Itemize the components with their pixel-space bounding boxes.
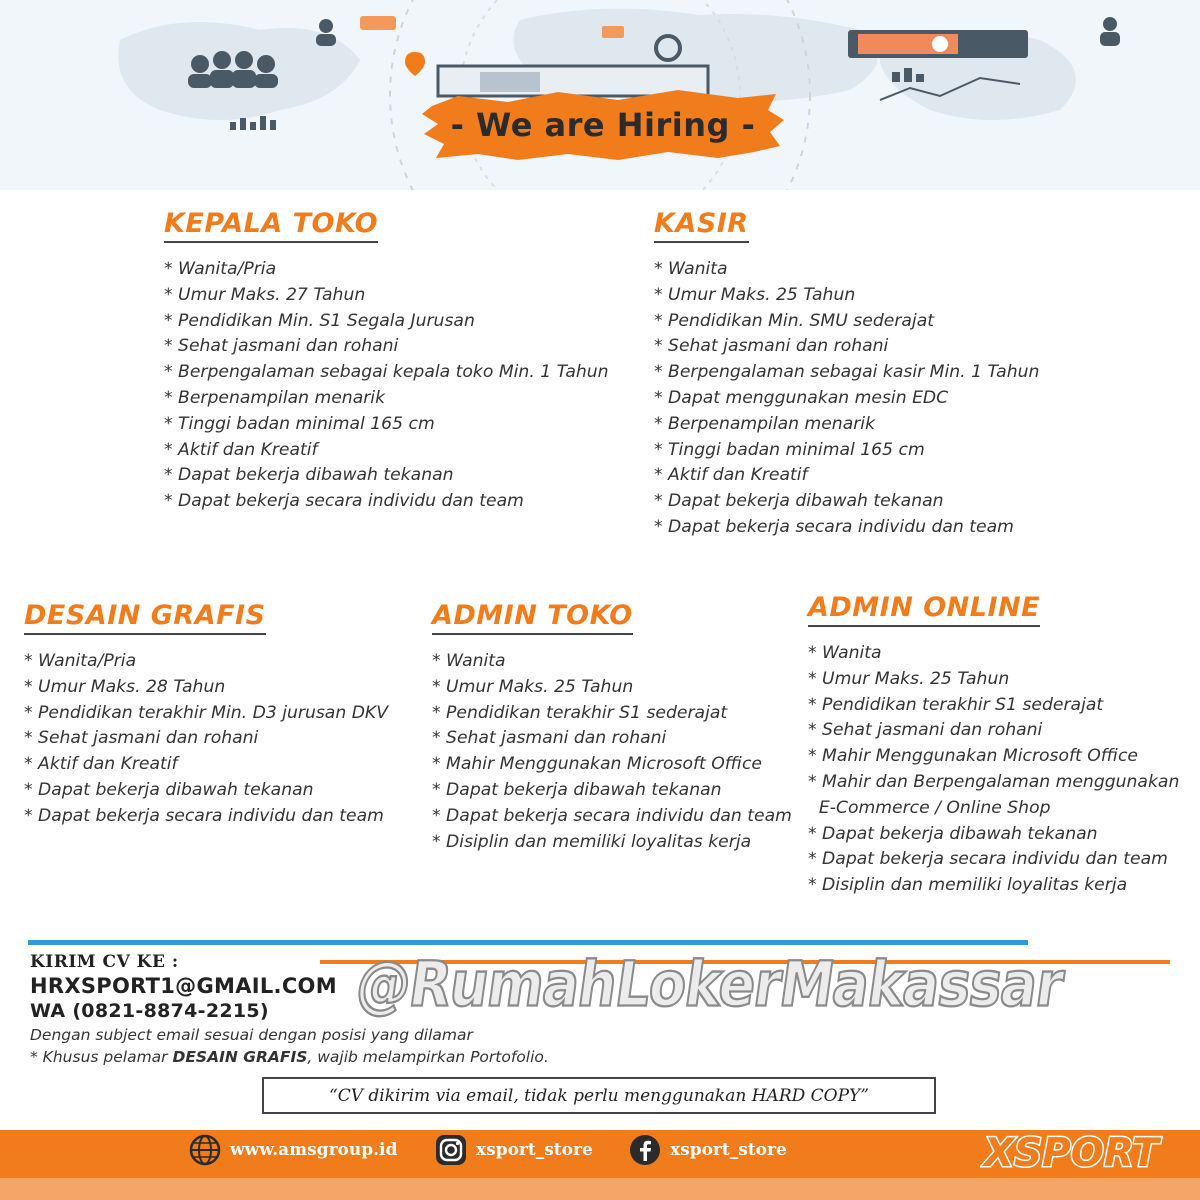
job-kepala-toko [164, 208, 609, 515]
requirement-item: * Tinggi badan minimal 165 cm [654, 439, 925, 460]
footer-facebook[interactable] [628, 1133, 787, 1167]
hard-copy-notice-text: “CV dikirim via email, tidak perlu menggunakan HARD COPY” [329, 1085, 869, 1106]
email-address[interactable]: HRXSPORT1@GMAIL.COM [30, 974, 337, 998]
job-title: KEPALA TOKO [164, 208, 378, 243]
contact-info [30, 952, 549, 1066]
job-title: ADMIN TOKO [432, 600, 633, 635]
footer-website[interactable] [188, 1133, 397, 1167]
requirement-item: * Disiplin dan memiliki loyalitas kerja [432, 831, 752, 852]
requirement-item: * Umur Maks. 28 Tahun [24, 676, 226, 697]
requirement-item: * Wanita [432, 651, 506, 671]
requirement-item: * Pendidikan Min. SMU sederajat [654, 310, 934, 331]
job-kasir [654, 208, 1039, 541]
footer-instagram[interactable] [434, 1133, 593, 1167]
requirement-item: * Sehat jasmani dan rohani [24, 728, 259, 749]
requirement-item: * Pendidikan terakhir Min. D3 jurusan DKV [24, 702, 388, 723]
portfolio-note-prefix: * Khusus pelamar [30, 1048, 173, 1066]
requirements-list [432, 649, 792, 855]
hard-copy-notice [262, 1077, 936, 1114]
requirement-item: * Dapat bekerja secara individu dan team [164, 491, 524, 512]
requirements-list [654, 257, 1039, 541]
requirement-item: * Berpenampilan menarik [654, 413, 876, 434]
requirement-item: * Wanita [654, 259, 728, 279]
requirement-item: * Dapat bekerja dibawah tekanan [808, 823, 1098, 844]
subject-note: Dengan subject email sesuai dengan posisi yang dilamar [30, 1026, 473, 1044]
requirement-item: * Dapat bekerja secara individu dan team [432, 805, 792, 826]
requirement-item: * Aktif dan Kreatif [24, 754, 178, 775]
hiring-banner [418, 86, 788, 164]
requirement-item: E-Commerce / Online Shop [808, 797, 1051, 818]
requirement-item: * Mahir Menggunakan Microsoft Office [808, 746, 1138, 767]
globe-icon [188, 1133, 222, 1167]
job-admin-online [808, 592, 1179, 899]
whatsapp-number[interactable]: WA (0821-8874-2215) [30, 1000, 269, 1022]
requirement-item: * Disiplin dan memiliki loyalitas kerja [808, 875, 1128, 896]
job-title: DESAIN GRAFIS [24, 600, 266, 635]
instagram-icon [434, 1133, 468, 1167]
requirement-item: * Dapat bekerja secara individu dan team [24, 805, 384, 826]
requirement-item: * Dapat menggunakan mesin EDC [654, 387, 949, 408]
requirement-item: * Umur Maks. 27 Tahun [164, 284, 366, 305]
requirements-list [164, 257, 609, 515]
hiring-banner-text: - We are Hiring - [450, 106, 756, 144]
portfolio-note-suffix: , wajib melampirkan Portofolio. [307, 1048, 549, 1066]
requirement-item: * Dapat bekerja dibawah tekanan [164, 465, 454, 486]
requirement-item: * Dapat bekerja secara individu dan team [808, 849, 1168, 870]
xsport-logo [980, 1124, 1180, 1176]
footer-stripe-light [0, 1178, 1200, 1200]
xsport-logo-text: XSPORT [984, 1131, 1159, 1176]
requirement-item: * Aktif dan Kreatif [654, 465, 808, 486]
requirement-item: * Pendidikan terakhir S1 sederajat [432, 702, 728, 723]
facebook-icon [628, 1133, 662, 1167]
website-text[interactable]: www.amsgroup.id [230, 1140, 398, 1160]
watermark: @RumahLokerMakassar [351, 948, 1068, 1021]
requirement-item: * Wanita/Pria [24, 651, 137, 671]
requirement-item: * Sehat jasmani dan rohani [164, 336, 399, 357]
requirement-item: * Dapat bekerja dibawah tekanan [432, 779, 722, 800]
portfolio-note [30, 1048, 549, 1066]
requirement-item: * Sehat jasmani dan rohani [432, 728, 667, 749]
requirement-item: * Pendidikan terakhir S1 sederajat [808, 694, 1104, 715]
requirement-item: * Berpengalaman sebagai kasir Min. 1 Tahun [654, 362, 1040, 383]
send-cv-label: KIRIM CV KE : [30, 952, 179, 972]
requirements-list [808, 641, 1179, 899]
requirement-item: * Wanita [808, 643, 882, 663]
facebook-handle[interactable]: xsport_store [670, 1140, 787, 1160]
job-admin-toko [432, 600, 792, 855]
requirement-item: * Wanita/Pria [164, 259, 277, 279]
requirement-item: * Berpenampilan menarik [164, 387, 386, 408]
requirement-item: * Umur Maks. 25 Tahun [654, 284, 856, 305]
requirement-item: * Pendidikan Min. S1 Segala Jurusan [164, 310, 475, 331]
requirement-item: * Mahir dan Berpengalaman menggunakan [808, 771, 1180, 792]
requirement-item: * Umur Maks. 25 Tahun [432, 676, 634, 697]
requirement-item: * Sehat jasmani dan rohani [808, 720, 1043, 741]
job-desain-grafis [24, 600, 388, 830]
requirement-item: * Dapat bekerja secara individu dan team [654, 516, 1014, 537]
requirement-item: * Tinggi badan minimal 165 cm [164, 413, 435, 434]
job-title: KASIR [654, 208, 749, 243]
portfolio-note-position: DESAIN GRAFIS [172, 1048, 308, 1066]
requirements-list [24, 649, 388, 830]
requirement-item: * Aktif dan Kreatif [164, 439, 318, 460]
job-title: ADMIN ONLINE [808, 592, 1040, 627]
requirement-item: * Umur Maks. 25 Tahun [808, 668, 1010, 689]
requirement-item: * Dapat bekerja dibawah tekanan [24, 779, 314, 800]
requirement-item: * Mahir Menggunakan Microsoft Office [432, 754, 762, 775]
instagram-handle[interactable]: xsport_store [476, 1140, 593, 1160]
requirement-item: * Berpengalaman sebagai kepala toko Min. 1 Tahun [164, 362, 609, 383]
requirement-item: * Dapat bekerja dibawah tekanan [654, 491, 944, 512]
divider-blue [28, 940, 1028, 945]
requirement-item: * Sehat jasmani dan rohani [654, 336, 889, 357]
